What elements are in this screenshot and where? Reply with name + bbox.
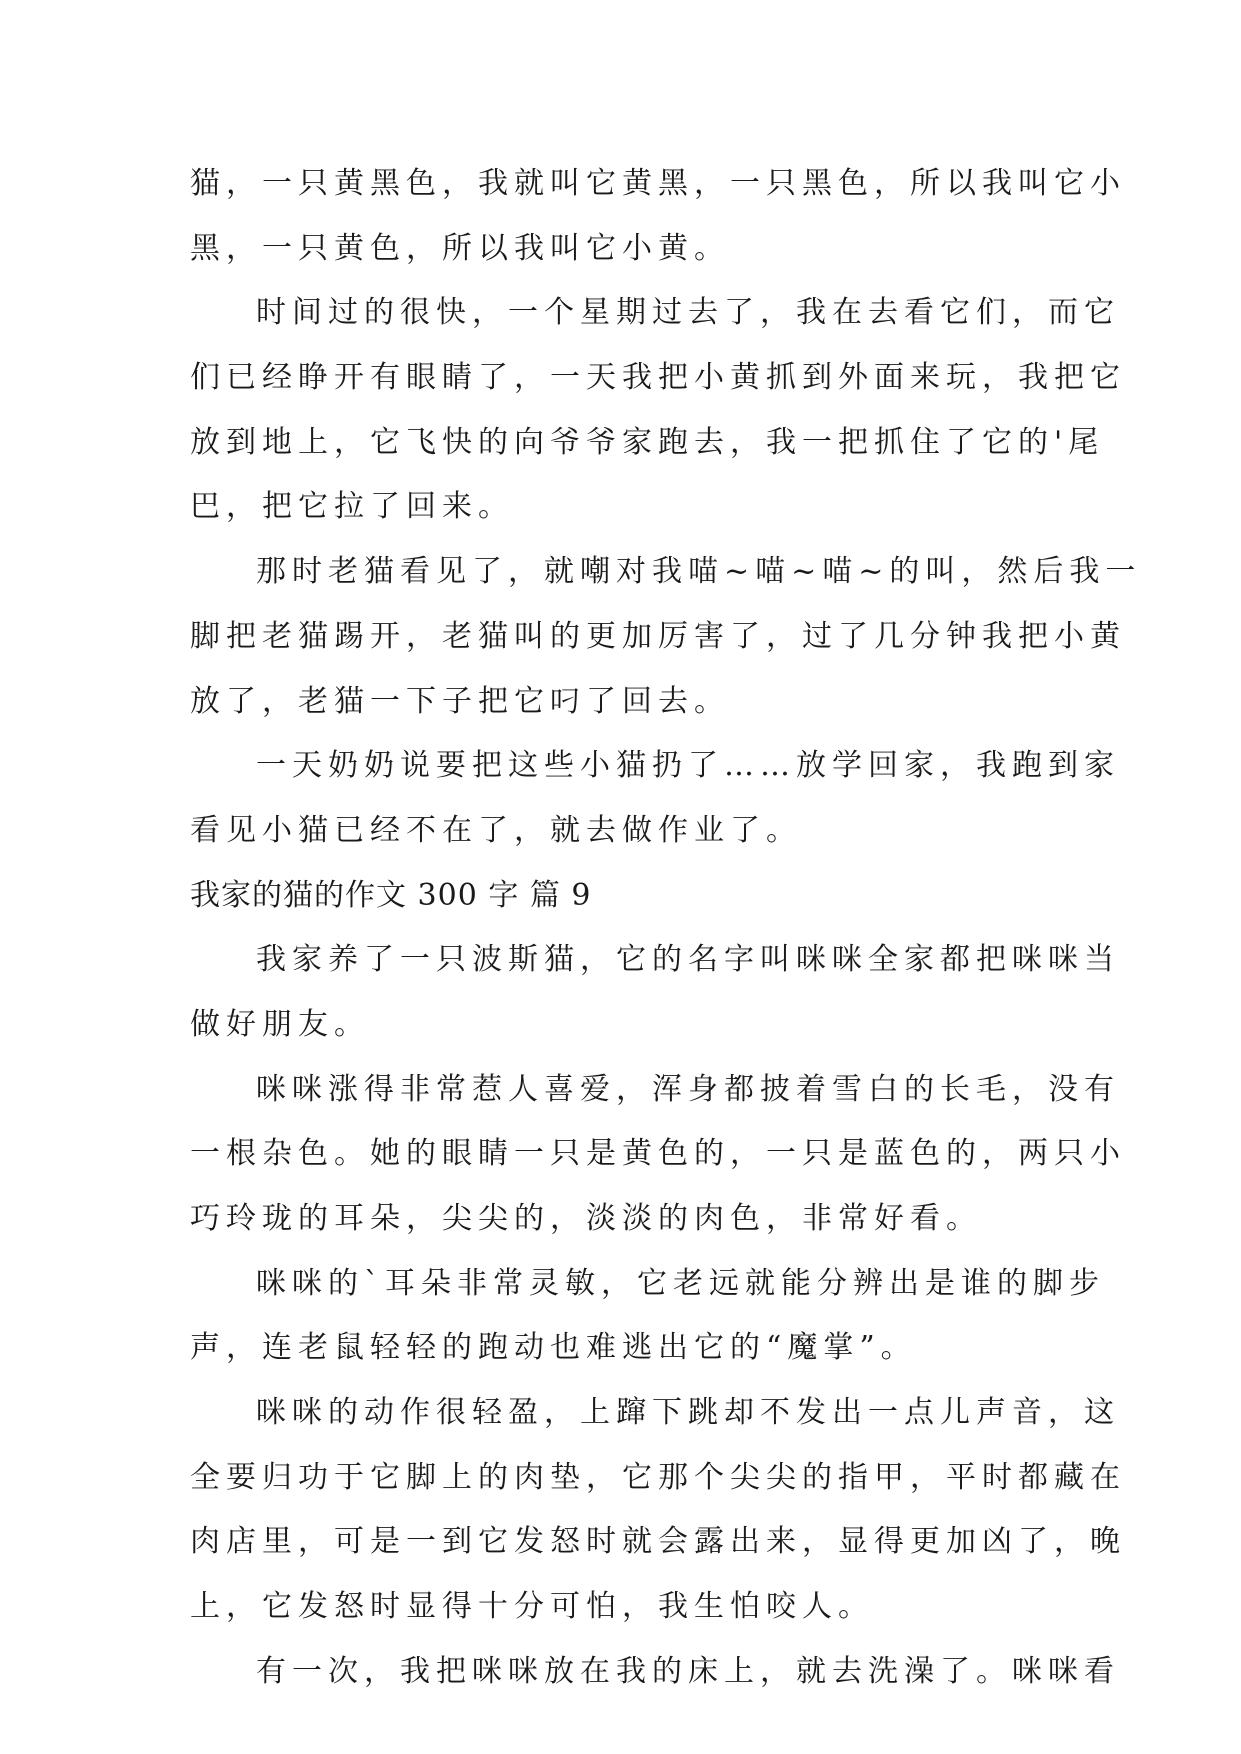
text-line: 肉店里，可是一到它发怒时就会露出来，显得更加凶了，晚 [190,1524,1126,1560]
text-line: 咪咪涨得非常惹人喜爱，浑身都披着雪白的长毛，没有 [256,1071,1120,1107]
text-line: 我家养了一只波斯猫，它的名字叫咪咪全家都把咪咪当 [256,942,1120,978]
text-line: 咪咪的动作很轻盈，上蹿下跳却不发出一点儿声音，这 [256,1395,1120,1431]
text-line: 们已经睁开有眼睛了，一天我把小黄抓到外面来玩，我把它 [190,360,1126,396]
section-heading: 我家的猫的作文 300 字 篇 9 [190,877,592,913]
text-line: 黑，一只黄色，所以我叫它小黄。 [190,230,730,266]
text-line: 声，连老鼠轻轻的跑动也难逃出它的“魔掌”。 [190,1330,917,1366]
text-line: 一根杂色。她的眼睛一只是黄色的，一只是蓝色的，两只小 [190,1136,1126,1172]
text-line: 时间过的很快，一个星期过去了，我在去看它们，而它 [256,295,1120,331]
text-line: 上，它发怒时显得十分可怕，我生怕咬人。 [190,1589,874,1625]
text-line: 脚把老猫踢开，老猫叫的更加厉害了，过了几分钟我把小黄 [190,618,1126,654]
text-line: 猫，一只黄黑色，我就叫它黄黑，一只黑色，所以我叫它小 [190,166,1126,201]
text-line: 放到地上，它飞快的向爷爷家跑去，我一把抓住了它的'尾 [190,424,1105,460]
text-line: 咪咪的`耳朵非常灵敏，它老远就能分辨出是谁的脚步 [256,1265,1105,1301]
text-line: 巴，把它拉了回来。 [190,489,514,525]
text-line: 看见小猫已经不在了，就去做作业了。 [190,812,802,848]
text-line: 有一次，我把咪咪放在我的床上，就去洗澡了。咪咪看 [256,1653,1120,1689]
document-body [190,152,1142,1705]
text-line: 巧玲珑的耳朵，尖尖的，淡淡的肉色，非常好看。 [190,1201,982,1236]
text-line: 放了，老猫一下子把它叼了回去。 [190,683,730,719]
text-line: 全要归功于它脚上的肉垫，它那个尖尖的指甲，平时都藏在 [190,1459,1126,1495]
text-line: 那时老猫看见了，就嘲对我喵~喵~喵~的叫，然后我一 [256,554,1142,590]
text-line: 一天奶奶说要把这些小猫扔了……放学回家，我跑到家 [256,748,1120,784]
text-line: 做好朋友。 [190,1006,370,1042]
